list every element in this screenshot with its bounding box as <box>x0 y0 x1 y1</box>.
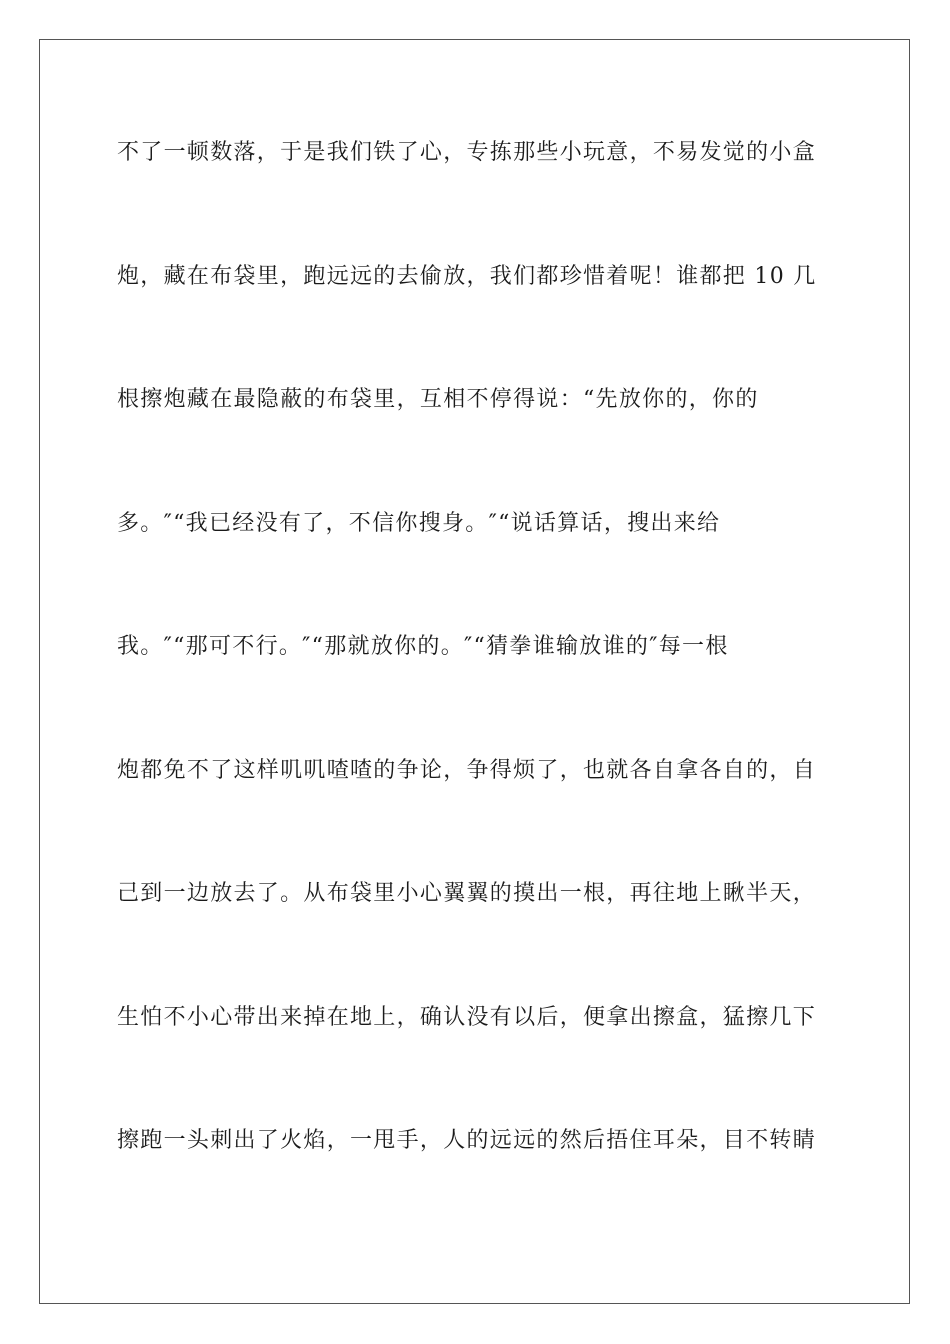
text-line-1: 不了一顿数落，于是我们铁了心，专拣那些小玩意，不易发觉的小盒 <box>117 140 817 165</box>
text-line-4: 多。″“我已经没有了，不信你搜身。″“说话算话，搜出来给 <box>117 510 721 536</box>
document-body <box>117 134 837 1246</box>
text-line-2: 炮，藏在布袋里，跑远远的去偷放，我们都珍惜着呢！谁都把 10 几 <box>117 263 817 289</box>
text-line-7: 己到一边放去了。从布袋里小心翼翼的摸出一根，再往地上瞅半天， <box>117 881 817 906</box>
text-line-6: 炮都免不了这样叽叽喳喳的争论，争得烦了，也就各自拿各自的，自 <box>117 757 817 783</box>
text-line-3: 根擦炮藏在最隐蔽的布袋里，互相不停得说：“先放你的，你的 <box>117 387 759 412</box>
text-line-9: 擦跑一头刺出了火焰，一甩手，人的远远的然后捂住耳朵，目不转睛 <box>117 1128 817 1153</box>
text-line-8: 生怕不小心带出来掉在地上，确认没有以后，便拿出擦盒，猛擦几下 <box>117 1004 817 1030</box>
text-line-5: 我。″“那可不行。″“那就放你的。″“猜拳谁输放谁的″每一根 <box>117 634 729 659</box>
